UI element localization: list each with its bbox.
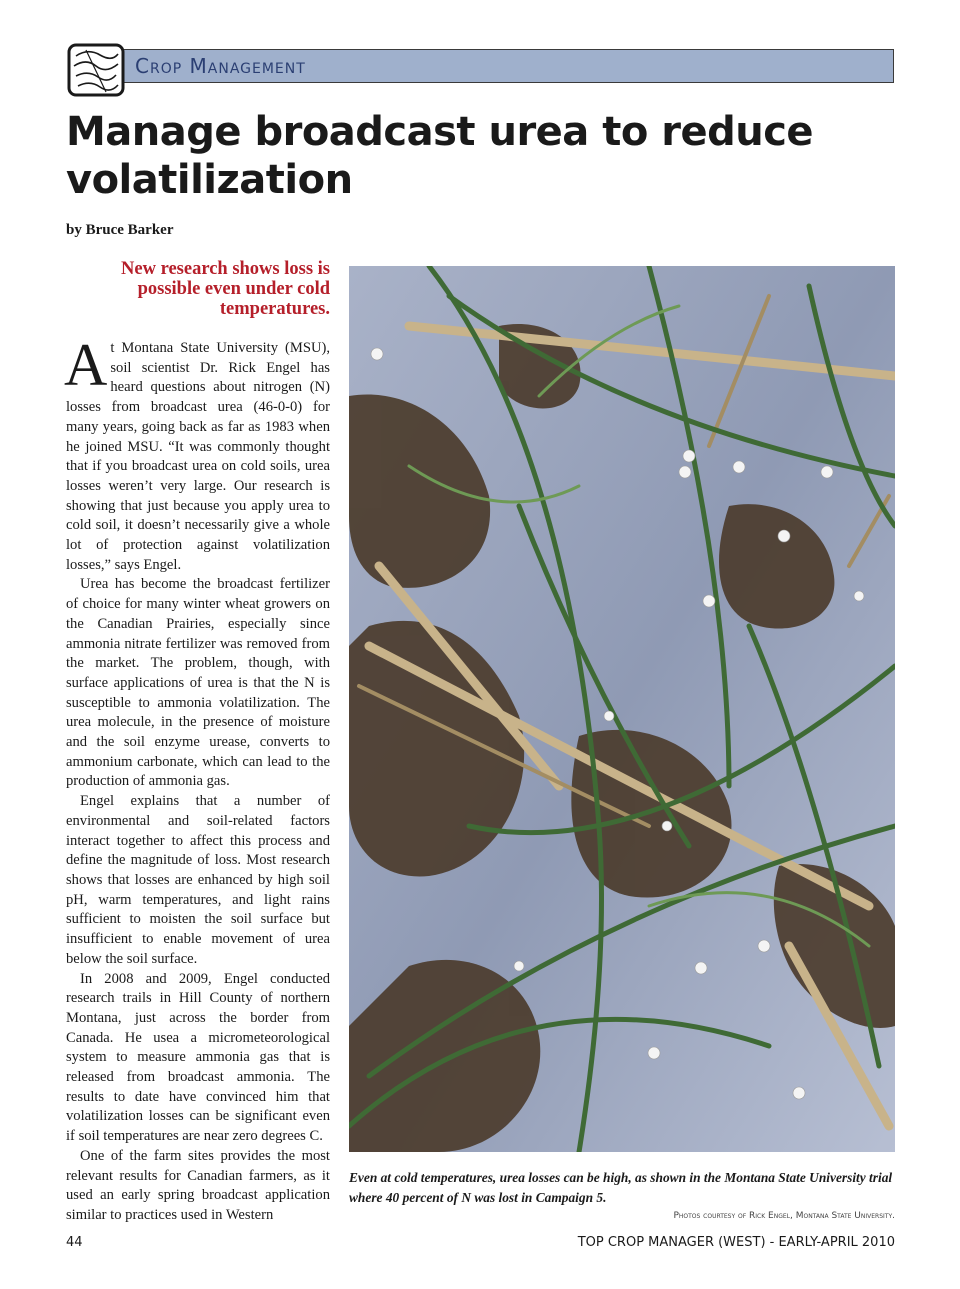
field-photo-illustration (349, 266, 895, 1152)
field-photo (349, 266, 895, 1152)
headline: Manage broadcast urea to reduce volatilization (66, 109, 814, 203)
section-header-bar (112, 49, 894, 83)
byline: by Bruce Barker (66, 222, 174, 238)
article-body (64, 332, 330, 1226)
publication-footer: TOP CROP MANAGER (WEST) - EARLY-APRIL 2010 (577, 1235, 895, 1250)
body-paragraph: Engel explains that a number of environmental and soil-related factors interact together to affect this process and define the magnitude of loss. Most research shows that losses are enhanced by high soil pH, warm temperatures, and light rains sufficient to moisten the soil surface but insufficient to enable movement of urea below the soil surface. (66, 793, 330, 967)
body-paragraph: One of the farm sites provides the most relevant results for Canadian farmers, as it used an early spring broadcast application similar to practices used in Western (66, 1147, 330, 1223)
drop-cap: A (64, 332, 108, 398)
paragraph-text: t Montana State University (MSU), soil scientist Dr. Rick Engel has heard questions about nitrogen (N) losses from broadcast urea (46-0-0) for many years, going back as far as 1983 when he joined MSU. “It was commonly thought that if you broadcast urea on cold soils, urea losses weren’t very large. Our research is showing that just because you apply urea to cold soil, it doesn’t necessarily give a whole lot of protection against volatilization losses,” says Engel. (66, 340, 330, 573)
map-contour-icon (66, 42, 126, 98)
body-paragraph: In 2008 and 2009, Engel conducted research trails in Hill County of northern Montana, just across the border from Canada. He usea a micrometeorological system to measure ammonia gas that is released from broadcast ammonia. The results to date have convinced him that volatilization losses can be significant even if soil temperatures are near zero degrees C. (66, 970, 330, 1145)
page-number: 44 (66, 1235, 83, 1250)
photo-credit: Photos courtesy of Rick Engel, Montana State University. (673, 1211, 895, 1221)
section-label: Crop Management (135, 54, 306, 78)
photo-caption: Even at cold temperatures, urea losses can be high, as shown in the Montana State University trial where 40 percent of N was lost in Campaign 5. (349, 1170, 893, 1205)
body-paragraph: Urea has become the broadcast fertilizer of choice for many winter wheat growers on the Canadian Prairies, especially since ammonia nitrate fertilizer was removed from the market. The problem, though, with surface applications of urea is that the N is susceptible to ammonia volatilization. The urea molecule, in the presence of moisture and the soil enzyme urease, converts to ammonium carbonate, which can lead to the production of ammonia gas. (66, 576, 330, 790)
body-paragraph (64, 332, 330, 575)
deck-subheadline: New research shows loss is possible even under cold temperatures. (121, 259, 330, 319)
